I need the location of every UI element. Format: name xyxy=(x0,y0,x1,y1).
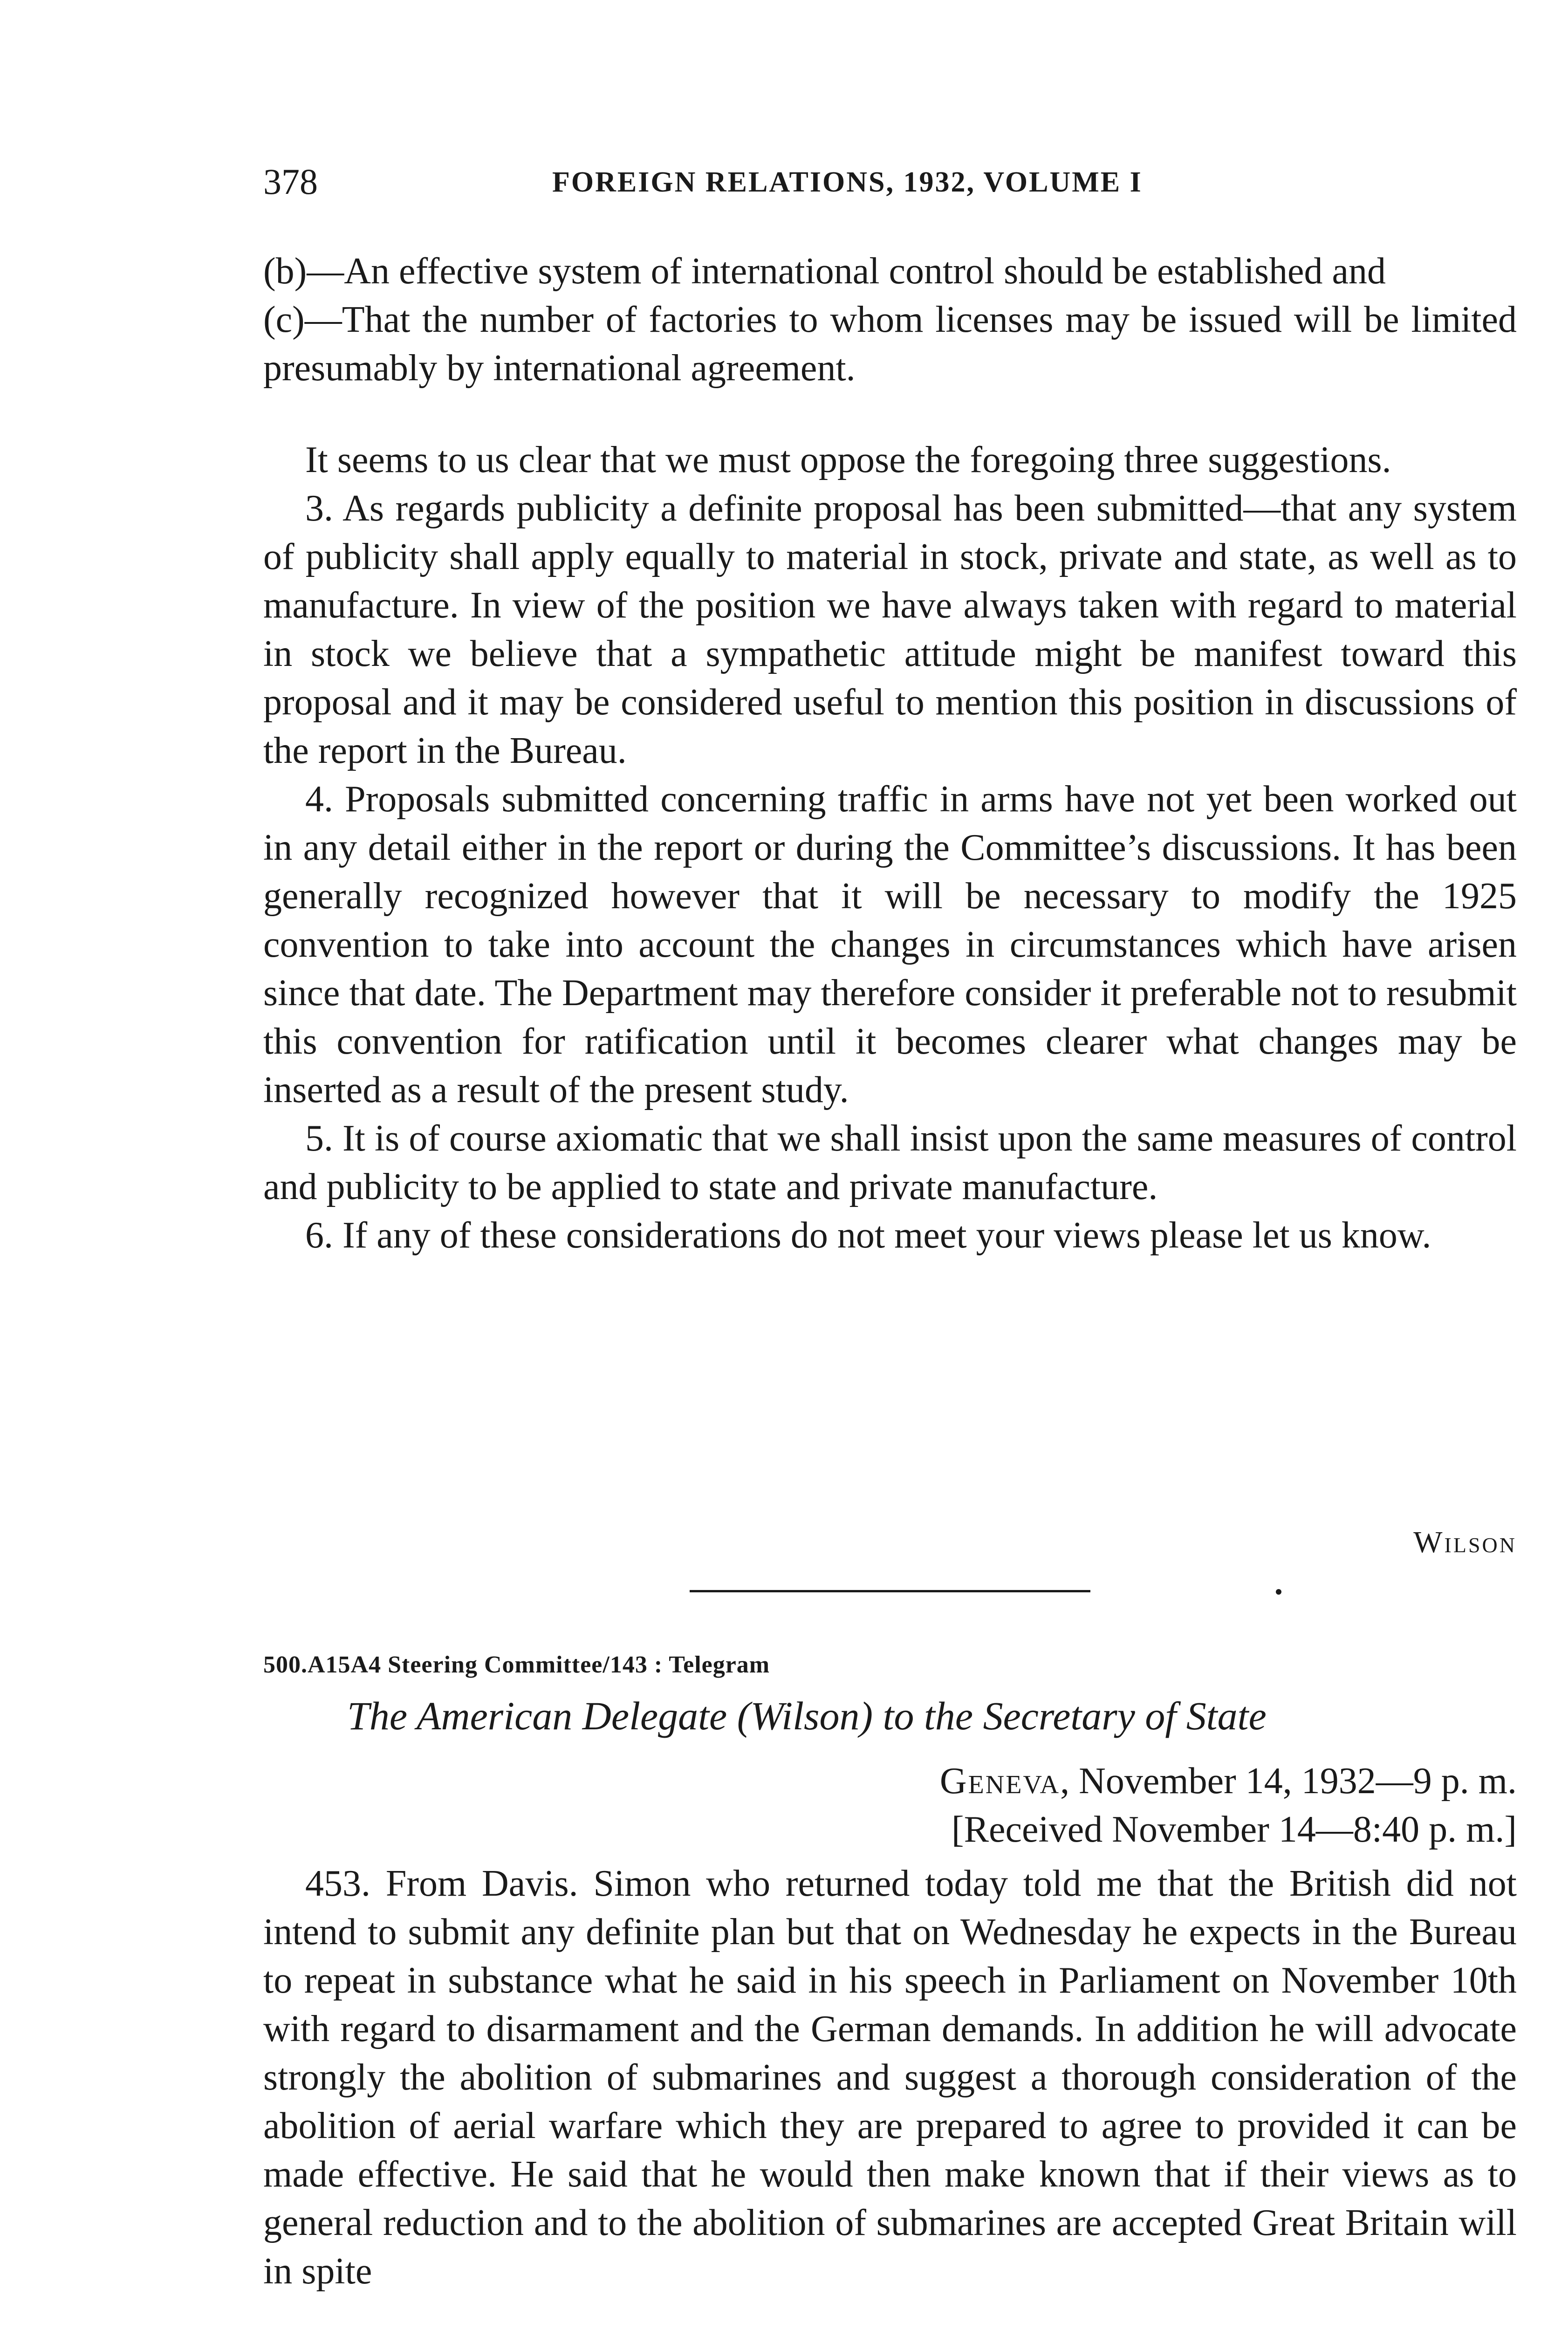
section-1-items xyxy=(263,247,1517,392)
dateline-place: Geneva xyxy=(939,1761,1061,1802)
paragraph-6: 6. If any of these considerations do not meet your views please let us know. xyxy=(305,1215,1431,1256)
paragraph-3: 3. As regards publicity a definite proposal has been submitted—that any system of publicity shall apply equally to material in stock, private and state, as well as to manufacture. In view of the position we have always taken with regard to material in stock we believe that a sympathetic attitude might be manifest toward this proposal and it may be considered useful to mention this position in discussions of the report in the Bureau. xyxy=(263,488,1517,771)
dateline-received: [Received November 14—8:40 p. m.] xyxy=(951,1809,1517,1850)
item-b: (b)—An effective system of international control should be established and xyxy=(263,251,1386,292)
document-title: The American Delegate (Wilson) to the Secretary of State xyxy=(347,1693,1267,1738)
running-head xyxy=(263,161,1512,203)
divider-dot xyxy=(1276,1589,1281,1595)
paragraph-5: 5. It is of course axiomatic that we shall insist upon the same measures of control and publicity to be applied to state and private manufacture. xyxy=(263,1118,1517,1207)
item-c: (c)—That the number of factories to whom licenses may be issued will be limited presumably by international agreement. xyxy=(263,299,1517,389)
paragraph-4: 4. Proposals submitted concerning traffic in arms have not yet been worked out in any detail either in the report or during the Committee’s discussions. It has been generally recognized however that it will be necessary to modify the 1925 convention to take into account the changes in circumstances which have arisen since that date. The Department may therefore consider it preferable not to resubmit this convention for ratification until it becomes clearer what changes may be inserted as a result of the present study. xyxy=(263,779,1517,1110)
dateline xyxy=(771,1757,1517,1854)
section-divider xyxy=(690,1590,1090,1592)
page-number: 378 xyxy=(263,161,318,202)
signature: Wilson xyxy=(1413,1525,1517,1559)
paragraph-453: 453. From Davis. Simon who returned today told me that the British did not intend to submit any definite plan but that on Wednesday he expects in the Bureau to repeat in substance what he said in his speech in Parliament on November 10th with regard to disarmament and the German demands. In addition he will advocate strongly the abolition of submarines and suggest a thorough consideration of the abolition of aerial warfare which they are prepared to agree to provided it can be made effective. He said that he would then make known that if their views as to general reduction and to the abolition of submarines are accepted Great Britain will in spite xyxy=(263,1863,1517,2292)
running-title: FOREIGN RELATIONS, 1932, VOLUME I xyxy=(552,166,1143,198)
dateline-date: , November 14, 1932—9 p. m. xyxy=(1060,1761,1517,1802)
section-2-body xyxy=(263,1859,1517,2296)
dateline-sent xyxy=(771,1757,1517,1805)
section-1-body xyxy=(263,436,1517,1260)
file-reference: 500.A15A4 Steering Committee/143 : Telegram xyxy=(263,1652,770,1678)
paragraph-oppose: It seems to us clear that we must oppose the foregoing three suggestions. xyxy=(305,439,1391,480)
